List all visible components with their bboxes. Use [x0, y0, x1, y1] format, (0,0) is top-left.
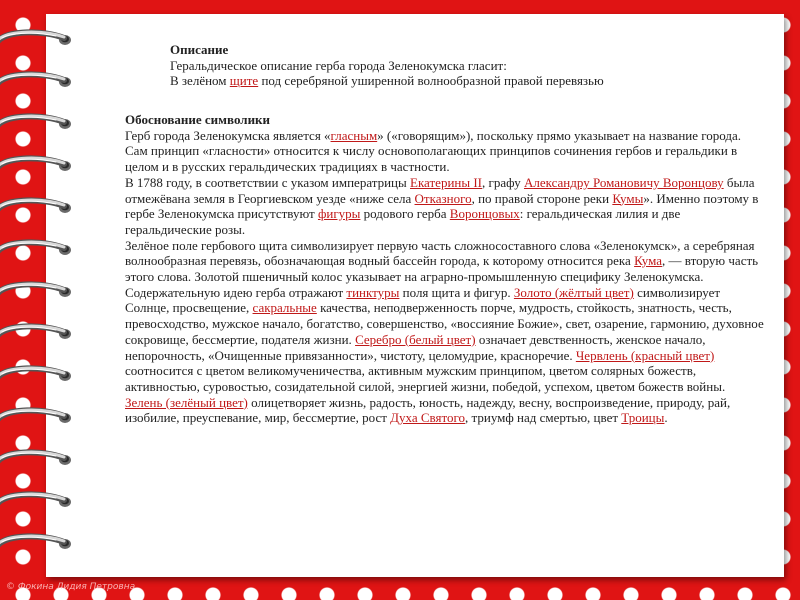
link-red[interactable]: Червлень (красный цвет) [575, 347, 715, 363]
link-shchit[interactable]: щите [229, 73, 259, 89]
link-tinktury[interactable]: тинктуры [346, 284, 400, 300]
text-span: качества, неподверженность порче, мудрость, стойкость, знатность, честь, превосходство, мужское начало, богатство, совершенство, «воссияние Божие», свет, озарение, гармонию, духовное сокровище, бессмертие, подателя жизни. [125, 300, 764, 347]
text-span: поля щита и фигур. [399, 284, 514, 300]
spiral-ring [0, 280, 78, 302]
text-span: . [664, 410, 668, 426]
link-kuma[interactable]: Кумы [612, 190, 644, 206]
text-span: В 1788 году, в соответствии с указом императрицы [125, 174, 410, 190]
text-span: соотносится с цветом великомученичества, активным мужским принципом, цветом солярных божеств, активностью, суровостью, созидательной силой, энергией жизни, победой, успехом, цветом божеств войны. [125, 363, 726, 394]
link-ekaterina[interactable]: Екатерины II [410, 174, 483, 190]
link-sacral[interactable]: сакральные [252, 300, 317, 316]
description-heading: Описание [170, 42, 229, 57]
text-span: : геральдическая лилия и две геральдические розы. [125, 206, 681, 237]
link-vorontsovy[interactable]: Воронцовых [449, 206, 520, 222]
symbolism-heading: Обоснование символики [125, 112, 271, 127]
spiral-ring [0, 154, 78, 176]
description-line-1: Геральдическое описание герба города Зеленокумска гласит: [170, 57, 507, 73]
link-kuma-river[interactable]: Кума [634, 253, 663, 269]
spiral-ring [0, 70, 78, 92]
spiral-ring [0, 448, 78, 470]
text-span: символизирует Солнце, просвещение, [125, 284, 721, 316]
spiral-ring [0, 112, 78, 134]
link-green[interactable]: Зелень (зелёный цвет) [125, 394, 248, 410]
text-span: , по правой стороне реки [471, 190, 613, 206]
text-span: , графу [482, 174, 524, 190]
link-trinity[interactable]: Троицы [621, 410, 665, 426]
text-span: олицетворяет жизнь, радость, юность, надежду, весну, воспроизведение, природу, рай, изобилие, преуспевание, мир, бессмертие, рост [125, 394, 731, 426]
text-span: , триумф над смертью, цвет [465, 410, 622, 426]
text-span: была отмежёвана земля в Георгиевском уезде «ниже села [125, 174, 755, 206]
link-holy-spirit[interactable]: Духа Святого [390, 410, 466, 426]
spiral-ring [0, 490, 78, 512]
text-span: родового герба [360, 206, 450, 222]
paragraph-4 [125, 285, 765, 426]
description-line-2 [170, 73, 730, 89]
link-silver[interactable]: Серебро (белый цвет) [355, 331, 476, 347]
text-span: Зелёное поле гербового щита символизирует первую часть сложносоставного слова «Зеленокумск», а серебряная волнообразная перевязь, обозначающая водный бассейн города, к которому относится река [125, 237, 755, 269]
link-vorontsov[interactable]: Александру Романовичу Воронцову [523, 174, 724, 190]
text-span: » («говорящим»), поскольку прямо указывает на название города. Сам принцип «гласности» относится к числу основополагающих принципов сочинения гербов и геральдики в целом и в русских геральдических традициях в частности. [125, 127, 742, 175]
text-span: Герб города Зеленокумска является « [125, 127, 331, 143]
paragraph-3 [125, 238, 765, 285]
author-credit: © Фокина Лидия Петровна [6, 582, 136, 592]
text-span: ». Именно поэтому в гербе Зеленокумска присутствуют [125, 190, 759, 222]
text-span: , — вторую часть этого слова. Золотой пшеничный колос указывает на аграрно-промышленную специфику Зеленокумска. [125, 253, 759, 285]
spiral-ring [0, 28, 78, 50]
spiral-ring [0, 322, 78, 344]
paragraph-1 [125, 128, 765, 175]
text-span: означает девственность, женское начало, непорочность, «Очищенные привязанности», чистоту, целомудрие, красноречие. [125, 331, 706, 363]
spiral-ring [0, 364, 78, 386]
link-figury[interactable]: фигуры [317, 206, 361, 222]
text-span: Содержательную идею герба отражают [125, 284, 347, 300]
spiral-ring [0, 532, 78, 554]
symbolism-block [125, 112, 765, 426]
spiral-ring [0, 406, 78, 428]
description-block [170, 42, 730, 89]
link-gold[interactable]: Золото (жёлтый цвет) [513, 284, 634, 300]
spiral-ring [0, 196, 78, 218]
text-span: В зелёном [170, 73, 230, 89]
text-span: под серебряной уширенной волнообразной правой перевязью [258, 73, 604, 89]
paragraph-2 [125, 175, 765, 238]
link-glasnym[interactable]: гласным [330, 127, 378, 143]
link-otkaznoe[interactable]: Отказного [414, 190, 472, 206]
spiral-ring [0, 238, 78, 260]
